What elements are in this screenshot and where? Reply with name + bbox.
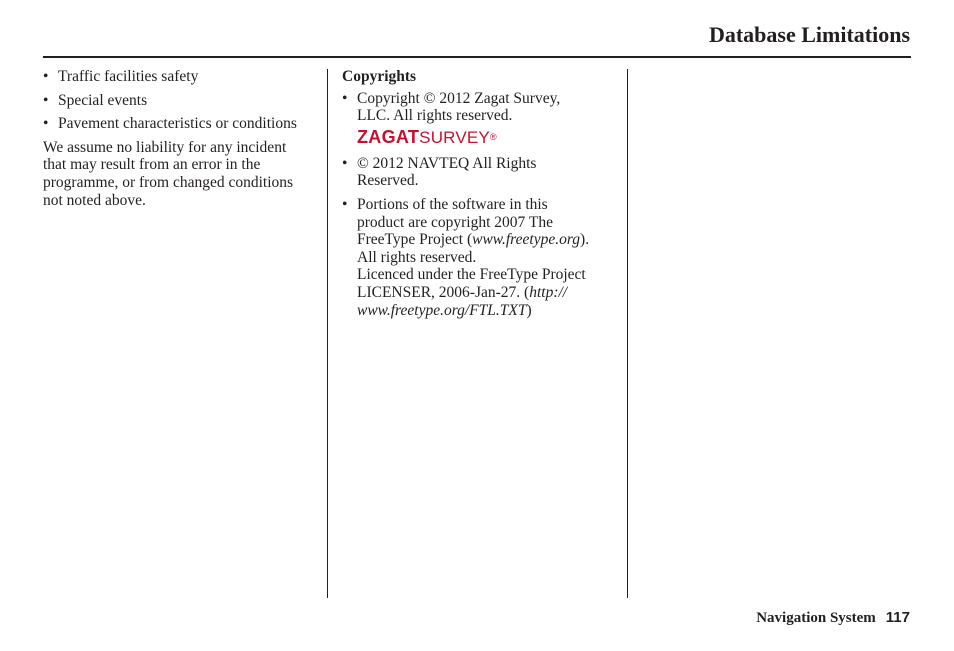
freetype-line-3: FreeType Project (www.freetype.org). bbox=[357, 231, 590, 249]
zagat-line-1: • Copyright © 2012 Zagat Survey, bbox=[357, 89, 561, 107]
zagat-logo-registered: ® bbox=[489, 131, 497, 142]
navteq-line-1: • © 2012 NAVTEQ All Rights bbox=[357, 154, 537, 172]
liability-paragraph: We assume no liability for any incident that may result from an error in the programme, or from changed conditions not noted above. bbox=[43, 138, 294, 209]
zagat-survey-logo bbox=[357, 127, 612, 147]
freetype-line-5: Licenced under the FreeType Project bbox=[357, 266, 586, 284]
freetype-website-link: www.freetype.org bbox=[472, 231, 581, 249]
zagat-logo-light: SURVEY bbox=[419, 127, 490, 147]
list-item: • Traffic facilities safety bbox=[43, 68, 305, 86]
navteq-copyright-item bbox=[342, 155, 612, 190]
zagat-logo-bold: ZAGAT bbox=[357, 126, 420, 147]
header-rule bbox=[43, 56, 911, 58]
page-title: Database Limitations bbox=[708, 22, 910, 47]
footer-label: Navigation System bbox=[756, 610, 876, 626]
page-footer bbox=[756, 609, 910, 627]
copyrights-heading: Copyrights bbox=[342, 68, 417, 85]
navteq-line-2: Reserved. bbox=[357, 172, 419, 190]
freetype-line-7: www.freetype.org/FTL.TXT) bbox=[357, 301, 532, 319]
zagat-line-2: LLC. All rights reserved. bbox=[357, 107, 513, 125]
left-column bbox=[43, 68, 305, 209]
middle-column bbox=[342, 68, 612, 325]
freetype-line-1: • Portions of the software in this bbox=[357, 195, 548, 213]
freetype-line-6: LICENSER, 2006-Jan-27. (http:// bbox=[357, 283, 568, 301]
freetype-copyright-item bbox=[342, 196, 612, 319]
freetype-line-2: product are copyright 2007 The bbox=[357, 213, 553, 231]
copyrights-list bbox=[342, 90, 612, 320]
freetype-line-4: All rights reserved. bbox=[357, 248, 477, 266]
freetype-license-link-part2: www.freetype.org/FTL.TXT bbox=[357, 301, 527, 319]
column-divider bbox=[627, 69, 628, 598]
column-divider bbox=[327, 69, 328, 598]
page-number: 117 bbox=[885, 609, 910, 626]
list-item: • Pavement characteristics or conditions bbox=[43, 115, 305, 133]
list-item: • Special events bbox=[43, 92, 305, 110]
zagat-copyright-item bbox=[342, 90, 612, 147]
limitations-list bbox=[43, 68, 305, 133]
freetype-license-link-part1: http:// bbox=[529, 283, 568, 301]
